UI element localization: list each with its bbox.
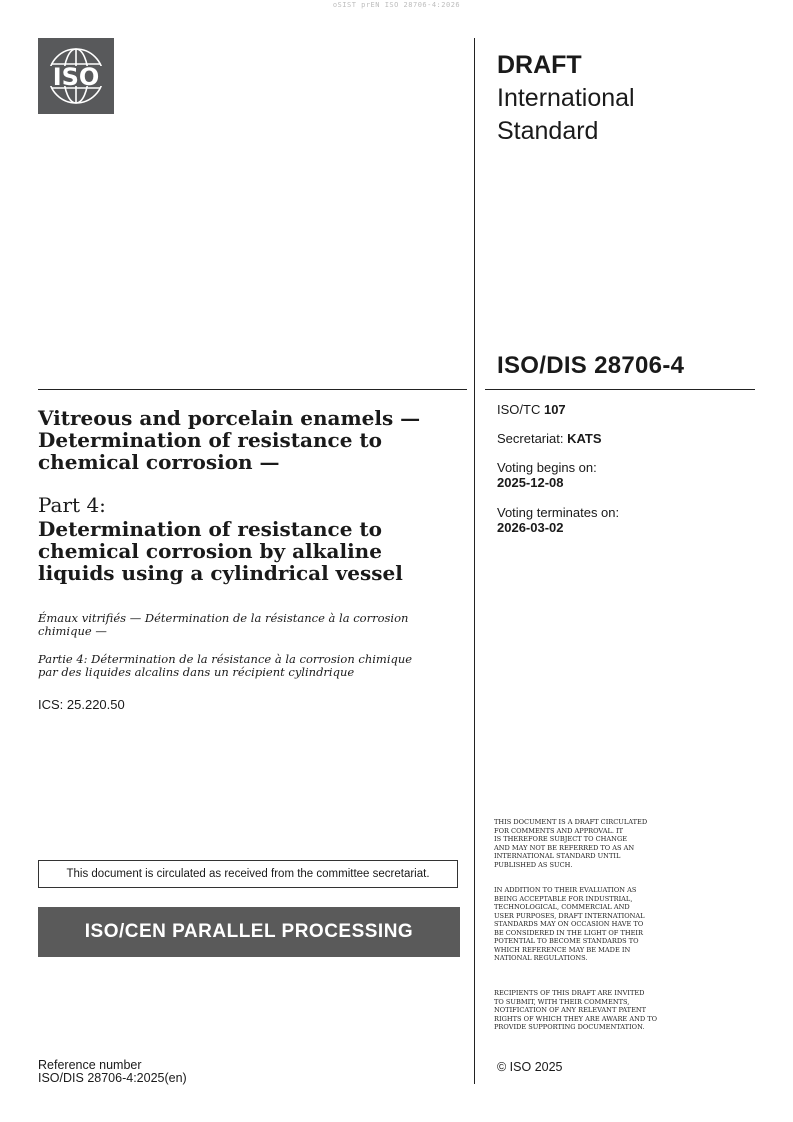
iso-logo-text: ISO xyxy=(52,63,100,91)
french-part-line: Partie 4: Détermination de la résistance à la corrosion chimique xyxy=(38,652,413,666)
part-title xyxy=(38,518,458,584)
iso-logo xyxy=(38,38,114,114)
reference-label: Reference number xyxy=(38,1058,142,1072)
french-title xyxy=(38,612,458,638)
copyright: © ISO 2025 xyxy=(497,1060,563,1074)
notice-line: PUBLISHED AS SUCH. xyxy=(494,860,573,869)
notice-line: TECHNOLOGICAL, COMMERCIAL AND xyxy=(494,903,630,911)
part-title-line: liquids using a cylindrical vessel xyxy=(38,561,403,585)
tc-label: ISO/TC xyxy=(497,402,541,417)
technical-committee xyxy=(497,402,566,417)
watermark: oSIST prEN ISO 28706-4:2026 xyxy=(332,1,461,9)
part-title-line: chemical corrosion by alkaline xyxy=(38,539,382,563)
notice-line: POTENTIAL TO BECOME STANDARDS TO xyxy=(494,937,639,945)
title-line: chemical corrosion — xyxy=(38,450,280,474)
patent-notice xyxy=(494,989,704,1032)
voting-begins-label: Voting begins on: xyxy=(497,460,597,475)
notice-line: RIGHTS OF WHICH THEY ARE AWARE AND TO xyxy=(494,1014,658,1023)
voting-begins xyxy=(497,460,597,490)
tc-value: 107 xyxy=(543,402,566,417)
parallel-processing-banner: ISO/CEN PARALLEL PROCESSING xyxy=(38,907,460,957)
secretariat-label: Secretariat: xyxy=(497,431,564,446)
ics-code: ICS: 25.220.50 xyxy=(38,697,125,712)
notice-line: IN ADDITION TO THEIR EVALUATION AS xyxy=(494,886,637,894)
french-part-title xyxy=(38,653,458,679)
notice-line: BEING ACCEPTABLE FOR INDUSTRIAL, xyxy=(494,894,633,903)
notice-line: INTERNATIONAL STANDARD UNTIL xyxy=(494,852,621,860)
notice-line: WHICH REFERENCE MAY BE MADE IN xyxy=(494,945,631,954)
part-label: Part 4: xyxy=(38,493,106,517)
draft-label: DRAFT xyxy=(497,51,582,79)
voting-terminates-value: 2026-03-02 xyxy=(497,520,564,535)
secretariat xyxy=(497,431,602,446)
evaluation-notice xyxy=(494,886,704,963)
notice-line: IS THEREFORE SUBJECT TO CHANGE xyxy=(494,835,628,843)
notice-line: NOTIFICATION OF ANY RELEVANT PATENT xyxy=(494,1006,647,1014)
reference-number xyxy=(38,1059,187,1085)
notice-line: STANDARDS MAY ON OCCASION HAVE TO xyxy=(494,920,644,928)
voting-terminates xyxy=(497,505,619,535)
notice-line: FOR COMMENTS AND APPROVAL. IT xyxy=(494,826,624,835)
notice-line: NATIONAL REGULATIONS. xyxy=(494,954,588,962)
column-divider xyxy=(474,38,475,1084)
document-type xyxy=(497,49,635,148)
title-line: Vitreous and porcelain enamels — xyxy=(38,406,421,430)
circulation-note: This document is circulated as received from the committee secretariat. xyxy=(38,860,458,888)
international-label: International xyxy=(497,84,635,112)
notice-line: USER PURPOSES, DRAFT INTERNATIONAL xyxy=(494,911,645,920)
document-title xyxy=(38,407,458,473)
notice-line: TO SUBMIT, WITH THEIR COMMENTS, xyxy=(494,997,630,1006)
notice-line: AND MAY NOT BE REFERRED TO AS AN xyxy=(494,843,635,852)
draft-notice xyxy=(494,818,704,869)
secretariat-value: KATS xyxy=(567,431,602,446)
french-part-line: par des liquides alcalins dans un récipient cylindrique xyxy=(38,665,355,679)
notice-line: THIS DOCUMENT IS A DRAFT CIRCULATED xyxy=(494,818,648,826)
voting-terminates-label: Voting terminates on: xyxy=(497,505,620,520)
french-title-line: Émaux vitrifiés — Détermination de la résistance à la corrosion xyxy=(38,611,409,625)
reference-value: ISO/DIS 28706-4:2025(en) xyxy=(38,1071,187,1085)
standard-label: Standard xyxy=(497,117,599,145)
part-title-line: Determination of resistance to xyxy=(38,517,382,541)
voting-begins-value: 2025-12-08 xyxy=(497,475,564,490)
notice-line: BE CONSIDERED IN THE LIGHT OF THEIR xyxy=(494,928,643,937)
notice-line: RECIPIENTS OF THIS DRAFT ARE INVITED xyxy=(494,989,645,997)
standard-number: ISO/DIS 28706-4 xyxy=(497,352,685,379)
title-line: Determination of resistance to xyxy=(38,428,382,452)
title-rule-right xyxy=(485,389,755,390)
notice-line: PROVIDE SUPPORTING DOCUMENTATION. xyxy=(494,1023,645,1031)
french-title-line: chimique — xyxy=(38,624,107,638)
title-rule-left xyxy=(38,389,467,390)
